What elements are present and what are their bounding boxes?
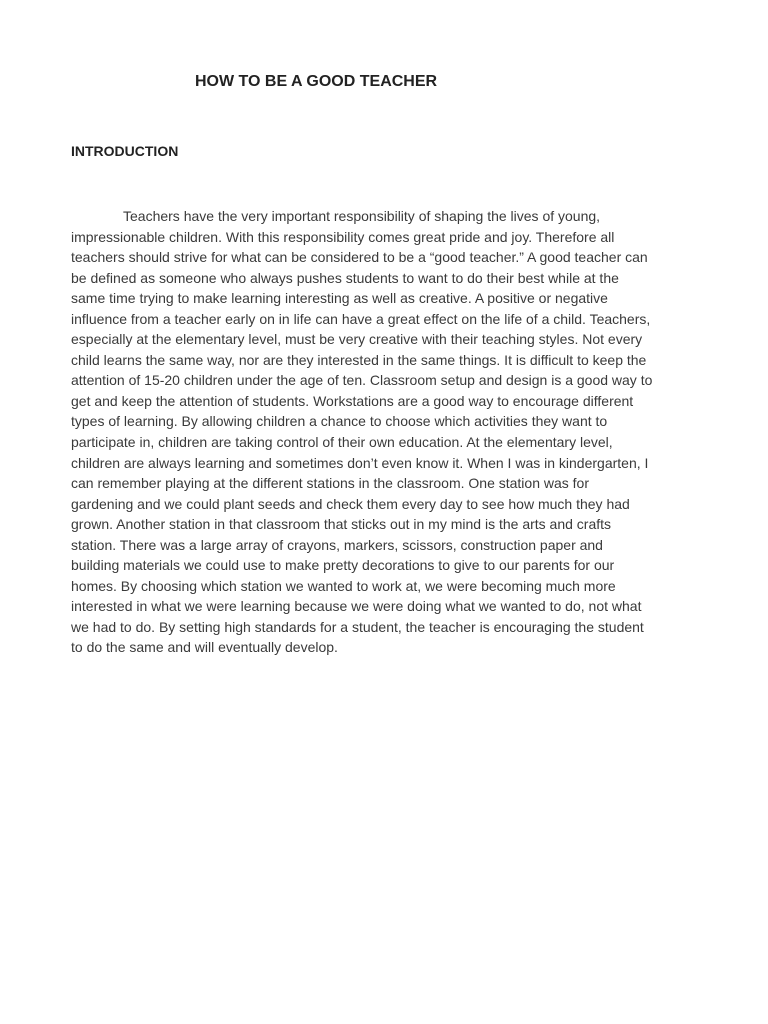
introduction-paragraph: [71, 206, 711, 658]
paragraph-line: we had to do. By setting high standards for a student, the teacher is encouraging the student: [71, 618, 644, 635]
paragraph-line: can remember playing at the different stations in the classroom. One station was for: [71, 475, 589, 492]
paragraph-line: types of learning. By allowing children a chance to choose which activities they want to: [71, 413, 608, 430]
paragraph-line: impressionable children. With this responsibility comes great pride and joy. Therefore all: [71, 228, 615, 245]
paragraph-line: influence from a teacher early on in life can have a great effect on the life of a child. Teachers,: [71, 310, 651, 327]
paragraph-line: be defined as someone who always pushes students to want to do their best while at the: [71, 269, 619, 286]
paragraph-line: grown. Another station in that classroom that sticks out in my mind is the arts and crafts: [71, 516, 612, 533]
paragraph-line: children are always learning and sometimes don’t even know it. When I was in kindergarten, I: [71, 454, 649, 471]
paragraph-line: to do the same and will eventually develop.: [71, 639, 338, 656]
paragraph-line: especially at the elementary level, must be very creative with their teaching styles. Not every: [71, 331, 643, 348]
paragraph-line: get and keep the attention of students. Workstations are a good way to encourage different: [71, 392, 634, 409]
paragraph-line: gardening and we could plant seeds and check them every day to see how much they had: [71, 495, 630, 512]
paragraph-line: child learns the same way, nor are they interested in the same things. It is difficult to keep the: [71, 351, 647, 368]
paragraph-line: same time trying to make learning interesting as well as creative. A positive or negative: [71, 290, 608, 307]
paragraph-line: homes. By choosing which station we wanted to work at, we were becoming much more: [71, 577, 616, 594]
section-heading-introduction: INTRODUCTION: [71, 143, 179, 159]
paragraph-line: building materials we could use to make pretty decorations to give to our parents for our: [71, 557, 615, 574]
paragraph-line: attention of 15-20 children under the age of ten. Classroom setup and design is a good way to: [71, 372, 653, 389]
paragraph-line: Teachers have the very important responsibility of shaping the lives of young,: [123, 208, 601, 224]
paragraph-line: participate in, children are taking control of their own education. At the elementary level,: [71, 434, 613, 451]
paragraph-line: teachers should strive for what can be considered to be a “good teacher.” A good teacher can: [71, 249, 648, 266]
paragraph-line: interested in what we were learning because we were doing what we wanted to do, not what: [71, 598, 642, 615]
document-title: HOW TO BE A GOOD TEACHER: [195, 73, 438, 90]
paragraph-line: station. There was a large array of crayons, markers, scissors, construction paper and: [71, 536, 603, 553]
